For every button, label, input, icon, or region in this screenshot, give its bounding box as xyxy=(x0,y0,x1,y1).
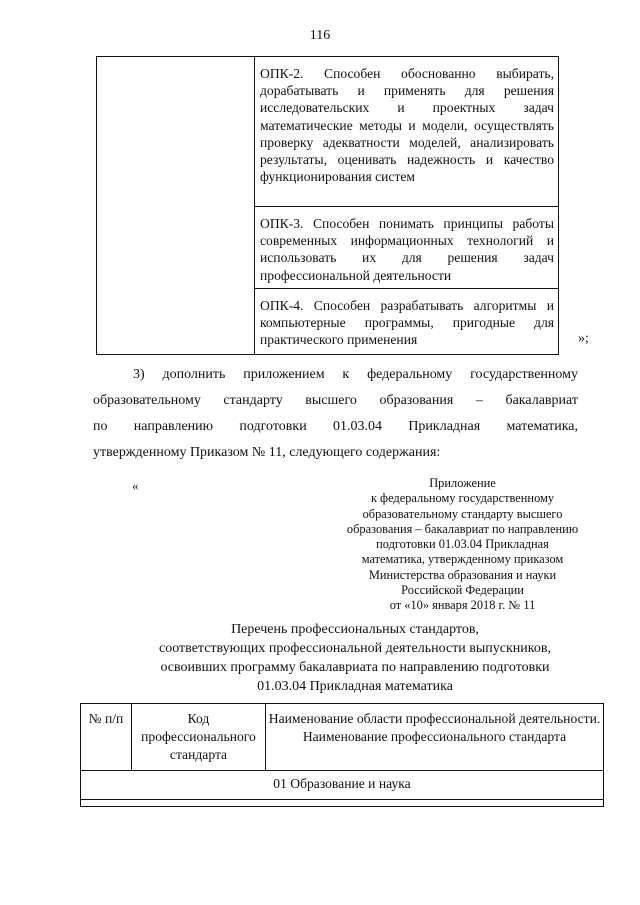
paragraph-line: утвержденному Приказом № 11, следующего содержания: xyxy=(93,445,441,460)
competency-cell xyxy=(255,207,559,289)
competency-opk4: ОПК-4. Способен разрабатывать алгоритмы и компьютерные программы, пригодные для практического применения xyxy=(260,298,554,348)
competency-cell xyxy=(255,289,559,355)
header-name: Наименование области профессиональной деятельности. Наименование профессионального стандарта xyxy=(266,704,604,771)
closing-quote: »; xyxy=(578,331,589,346)
competencies-table xyxy=(96,56,559,355)
paragraph-line: 3) дополнить приложением к федеральному государственному xyxy=(133,367,578,382)
page-number: 116 xyxy=(309,28,331,43)
paragraph-line: образовательному стандарту высшего образования – бакалавриат xyxy=(93,393,578,408)
competency-opk3: ОПК-3. Способен понимать принципы работы современных информационных технологий и использовать их для решения задач профессиональной деятельности xyxy=(260,216,554,283)
competency-opk2: ОПК-2. Способен обоснованно выбирать, дорабатывать и применять для решения исследовательских и проектных задач математические методы и модели, осуществлять проверку адекватности моделей, анализировать результаты, оценивать надежность и качество функционирования систем xyxy=(260,66,554,185)
appendix-line: образования – бакалавриат по направлению xyxy=(346,521,579,536)
appendix-line: подготовки 01.03.04 Прикладная xyxy=(376,537,549,552)
appendix-header xyxy=(320,476,605,614)
appendix-line: Министерства образования и науки xyxy=(368,567,557,582)
standards-table xyxy=(80,703,604,807)
list-title-line: соответствующих профессиональной деятельности выпускников, xyxy=(159,641,551,656)
list-title xyxy=(120,620,590,696)
appendix-line: математика, утвержденному приказом xyxy=(361,552,564,567)
competency-cell xyxy=(255,57,559,207)
paragraph-line: по направлению подготовки 01.03.04 Прикладная математика, xyxy=(93,419,578,434)
header-number: № п/п xyxy=(81,704,132,771)
appendix-line: Российской Федерации xyxy=(401,583,524,598)
appendix-line: Приложение xyxy=(429,476,496,490)
appendix-line: от «10» января 2018 г. № 11 xyxy=(389,598,536,613)
table-row xyxy=(81,800,604,807)
appendix-line: к федеральному государственному xyxy=(370,491,555,506)
section-row: 01 Образование и наука xyxy=(81,771,604,800)
empty-left-cell xyxy=(97,57,255,355)
list-title-line: Перечень профессиональных стандартов, xyxy=(231,622,479,637)
list-title-line: 01.03.04 Прикладная математика xyxy=(257,679,453,694)
opening-quote: « xyxy=(132,478,139,493)
appendix-line: образовательному стандарту высшего xyxy=(362,506,563,521)
header-code: Код профессионального стандарта xyxy=(132,704,266,771)
amendment-paragraph xyxy=(93,362,578,466)
list-title-line: освоивших программу бакалавриата по направлению подготовки xyxy=(160,660,550,675)
